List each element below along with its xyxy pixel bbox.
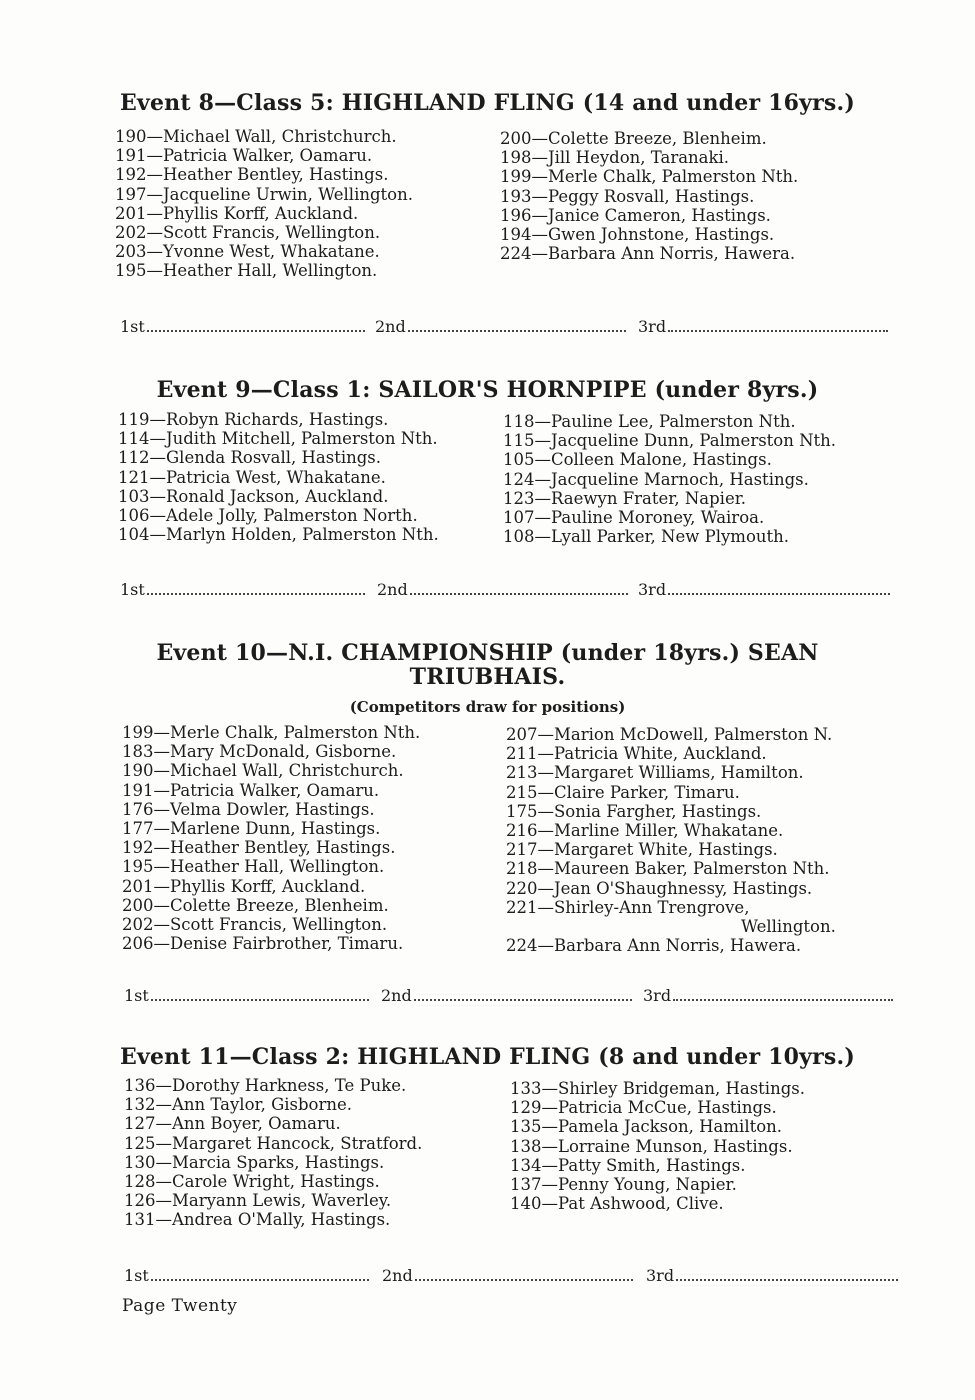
- place-label: 3rd: [638, 580, 667, 599]
- list-item: 211—Patricia White, Auckland.: [506, 744, 767, 764]
- list-item: 199—Merle Chalk, Palmerston Nth.: [122, 723, 421, 742]
- list-item: 197—Jacqueline Urwin, Wellington.: [115, 184, 413, 204]
- list-item: 203—Yvonne West, Whakatane.: [115, 242, 380, 262]
- list-item: 213—Margaret Williams, Hamilton.: [506, 763, 804, 783]
- list-item: 176—Velma Dowler, Hastings.: [122, 799, 375, 819]
- list-item: 133—Shirley Bridgeman, Hastings.: [510, 1079, 805, 1098]
- placings-row: [120, 985, 900, 1009]
- list-item: 112—Glenda Rosvall, Hastings.: [118, 448, 382, 468]
- list-item: 199—Merle Chalk, Palmerston Nth.: [500, 167, 799, 187]
- list-item: 121—Patricia West, Whakatane.: [118, 467, 386, 487]
- placings-row: [120, 1265, 900, 1289]
- list-item: 114—Judith Mitchell, Palmerston Nth.: [118, 429, 438, 449]
- list-item: 195—Heather Hall, Wellington.: [115, 261, 378, 281]
- list-item-continued: Wellington.: [741, 917, 836, 937]
- list-item: 108—Lyall Parker, New Plymouth.: [503, 527, 790, 547]
- list-item: 105—Colleen Malone, Hastings.: [503, 450, 772, 470]
- list-item: 177—Marlene Dunn, Hastings.: [122, 819, 381, 839]
- third-place-entry[interactable]: [646, 1265, 898, 1287]
- place-label: 2nd: [377, 580, 408, 599]
- list-item: 125—Margaret Hancock, Stratford.: [124, 1133, 423, 1153]
- list-item: 137—Penny Young, Napier.: [510, 1175, 737, 1195]
- list-item: 201—Phyllis Korff, Auckland.: [115, 203, 359, 223]
- list-item: 192—Heather Bentley, Hastings.: [115, 165, 389, 185]
- third-place-entry[interactable]: [638, 579, 890, 601]
- place-label: 1st: [120, 317, 145, 336]
- list-item: 224—Barbara Ann Norris, Hawera.: [500, 244, 796, 264]
- list-item: 207—Marion McDowell, Palmerston N.: [506, 725, 833, 744]
- list-item: 206—Denise Fairbrother, Timaru.: [122, 934, 404, 954]
- place-label: 2nd: [375, 317, 406, 336]
- event-title: Event 8—Class 5: HIGHLAND FLING (14 and under 16yrs.): [120, 90, 855, 116]
- second-place-entry[interactable]: [375, 316, 626, 338]
- list-item: 124—Jacqueline Marnoch, Hastings.: [503, 469, 809, 489]
- list-item: 193—Peggy Rosvall, Hastings.: [500, 186, 755, 206]
- list-item: 132—Ann Taylor, Gisborne.: [124, 1095, 353, 1115]
- list-item: 201—Phyllis Korff, Auckland.: [122, 876, 366, 896]
- first-place-entry[interactable]: [124, 1265, 369, 1287]
- list-item: 130—Marcia Sparks, Hastings.: [124, 1152, 385, 1172]
- place-label: 2nd: [381, 986, 412, 1005]
- first-place-entry[interactable]: [124, 985, 369, 1007]
- first-place-entry[interactable]: [120, 316, 365, 338]
- list-item: 138—Lorraine Munson, Hastings.: [510, 1136, 793, 1156]
- list-item: 135—Pamela Jackson, Hamilton.: [510, 1117, 783, 1137]
- event-title: Event 11—Class 2: HIGHLAND FLING (8 and under 10yrs.): [120, 1044, 855, 1070]
- list-item: 195—Heather Hall, Wellington.: [122, 857, 385, 877]
- list-item: 200—Colette Breeze, Blenheim.: [500, 129, 767, 148]
- list-item: 129—Patricia McCue, Hastings.: [510, 1098, 777, 1118]
- list-item: 131—Andrea O'Mally, Hastings.: [124, 1210, 391, 1230]
- competitor-list-left: [122, 723, 420, 953]
- first-place-entry[interactable]: [120, 579, 365, 601]
- list-item: 126—Maryann Lewis, Waverley.: [124, 1191, 392, 1211]
- list-item: 119—Robyn Richards, Hastings.: [118, 410, 389, 429]
- list-item: 128—Carole Wright, Hastings.: [124, 1172, 380, 1192]
- list-item: 183—Mary McDonald, Gisborne.: [122, 742, 397, 762]
- list-item: 202—Scott Francis, Wellington.: [122, 915, 388, 935]
- list-item: 202—Scott Francis, Wellington.: [115, 223, 381, 243]
- list-item: 196—Janice Cameron, Hastings.: [500, 205, 771, 225]
- list-item: 190—Michael Wall, Christchurch.: [122, 761, 404, 781]
- second-place-entry[interactable]: [381, 985, 632, 1007]
- third-place-entry[interactable]: [638, 316, 888, 338]
- list-item: 190—Michael Wall, Christchurch.: [115, 127, 397, 146]
- list-item: 134—Patty Smith, Hastings.: [510, 1155, 746, 1175]
- place-label: 1st: [124, 986, 149, 1005]
- list-item: 104—Marlyn Holden, Palmerston Nth.: [118, 525, 439, 545]
- place-label: 3rd: [643, 986, 672, 1005]
- list-item: 215—Claire Parker, Timaru.: [506, 782, 740, 802]
- placings-row: [120, 316, 900, 340]
- third-place-entry[interactable]: [643, 985, 893, 1007]
- competitor-list-left: [124, 1076, 422, 1230]
- list-item: 200—Colette Breeze, Blenheim.: [122, 895, 389, 915]
- list-item: 123—Raewyn Frater, Napier.: [503, 488, 747, 508]
- event-title: Event 10—N.I. CHAMPIONSHIP (under 18yrs.) SEAN: [156, 640, 819, 666]
- list-item: 127—Ann Boyer, Oamaru.: [124, 1114, 341, 1134]
- list-item: 140—Pat Ashwood, Clive.: [510, 1194, 724, 1214]
- list-item: 106—Adele Jolly, Palmerston North.: [118, 506, 418, 526]
- competitor-list-right: [500, 129, 798, 263]
- list-item: 107—Pauline Moroney, Wairoa.: [503, 508, 765, 528]
- event-subtitle: (Competitors draw for positions): [349, 698, 626, 716]
- list-item: 194—Gwen Johnstone, Hastings.: [500, 225, 775, 245]
- event-title: Event 9—Class 1: SAILOR'S HORNPIPE (under 8yrs.): [156, 377, 819, 403]
- list-item: 103—Ronald Jackson, Auckland.: [118, 486, 389, 506]
- page-number: Page Twenty: [122, 1296, 238, 1316]
- second-place-entry[interactable]: [382, 1265, 633, 1287]
- place-label: 3rd: [646, 1266, 675, 1285]
- list-item: 191—Patricia Walker, Oamaru.: [115, 146, 373, 166]
- competitor-list-left: [115, 127, 413, 281]
- list-item: 217—Margaret White, Hastings.: [506, 840, 778, 860]
- list-item: 221—Shirley-Ann Trengrove,: [506, 897, 750, 917]
- competitor-list-right: [506, 725, 836, 955]
- list-item: 136—Dorothy Harkness, Te Puke.: [124, 1076, 407, 1095]
- competitor-list-right: [510, 1079, 805, 1213]
- place-label: 1st: [124, 1266, 149, 1285]
- list-item: 191—Patricia Walker, Oamaru.: [122, 780, 380, 800]
- second-place-entry[interactable]: [377, 579, 628, 601]
- list-item: 192—Heather Bentley, Hastings.: [122, 838, 396, 858]
- place-label: 1st: [120, 580, 145, 599]
- place-label: 2nd: [382, 1266, 413, 1285]
- competitor-list-left: [118, 410, 439, 544]
- competitor-list-right: [503, 412, 836, 546]
- list-item: 198—Jill Heydon, Taranaki.: [500, 148, 730, 168]
- list-item: 218—Maureen Baker, Palmerston Nth.: [506, 859, 830, 879]
- placings-row: [120, 579, 900, 603]
- list-item: 224—Barbara Ann Norris, Hawera.: [506, 936, 802, 956]
- list-item: [506, 917, 836, 936]
- event-title-continued: TRIUBHAIS.: [409, 664, 566, 690]
- list-item: 220—Jean O'Shaughnessy, Hastings.: [506, 878, 813, 898]
- list-item: 115—Jacqueline Dunn, Palmerston Nth.: [503, 431, 837, 451]
- list-item: 175—Sonia Fargher, Hastings.: [506, 801, 762, 821]
- list-item: 118—Pauline Lee, Palmerston Nth.: [503, 412, 796, 431]
- place-label: 3rd: [638, 317, 667, 336]
- list-item: 216—Marline Miller, Whakatane.: [506, 821, 784, 841]
